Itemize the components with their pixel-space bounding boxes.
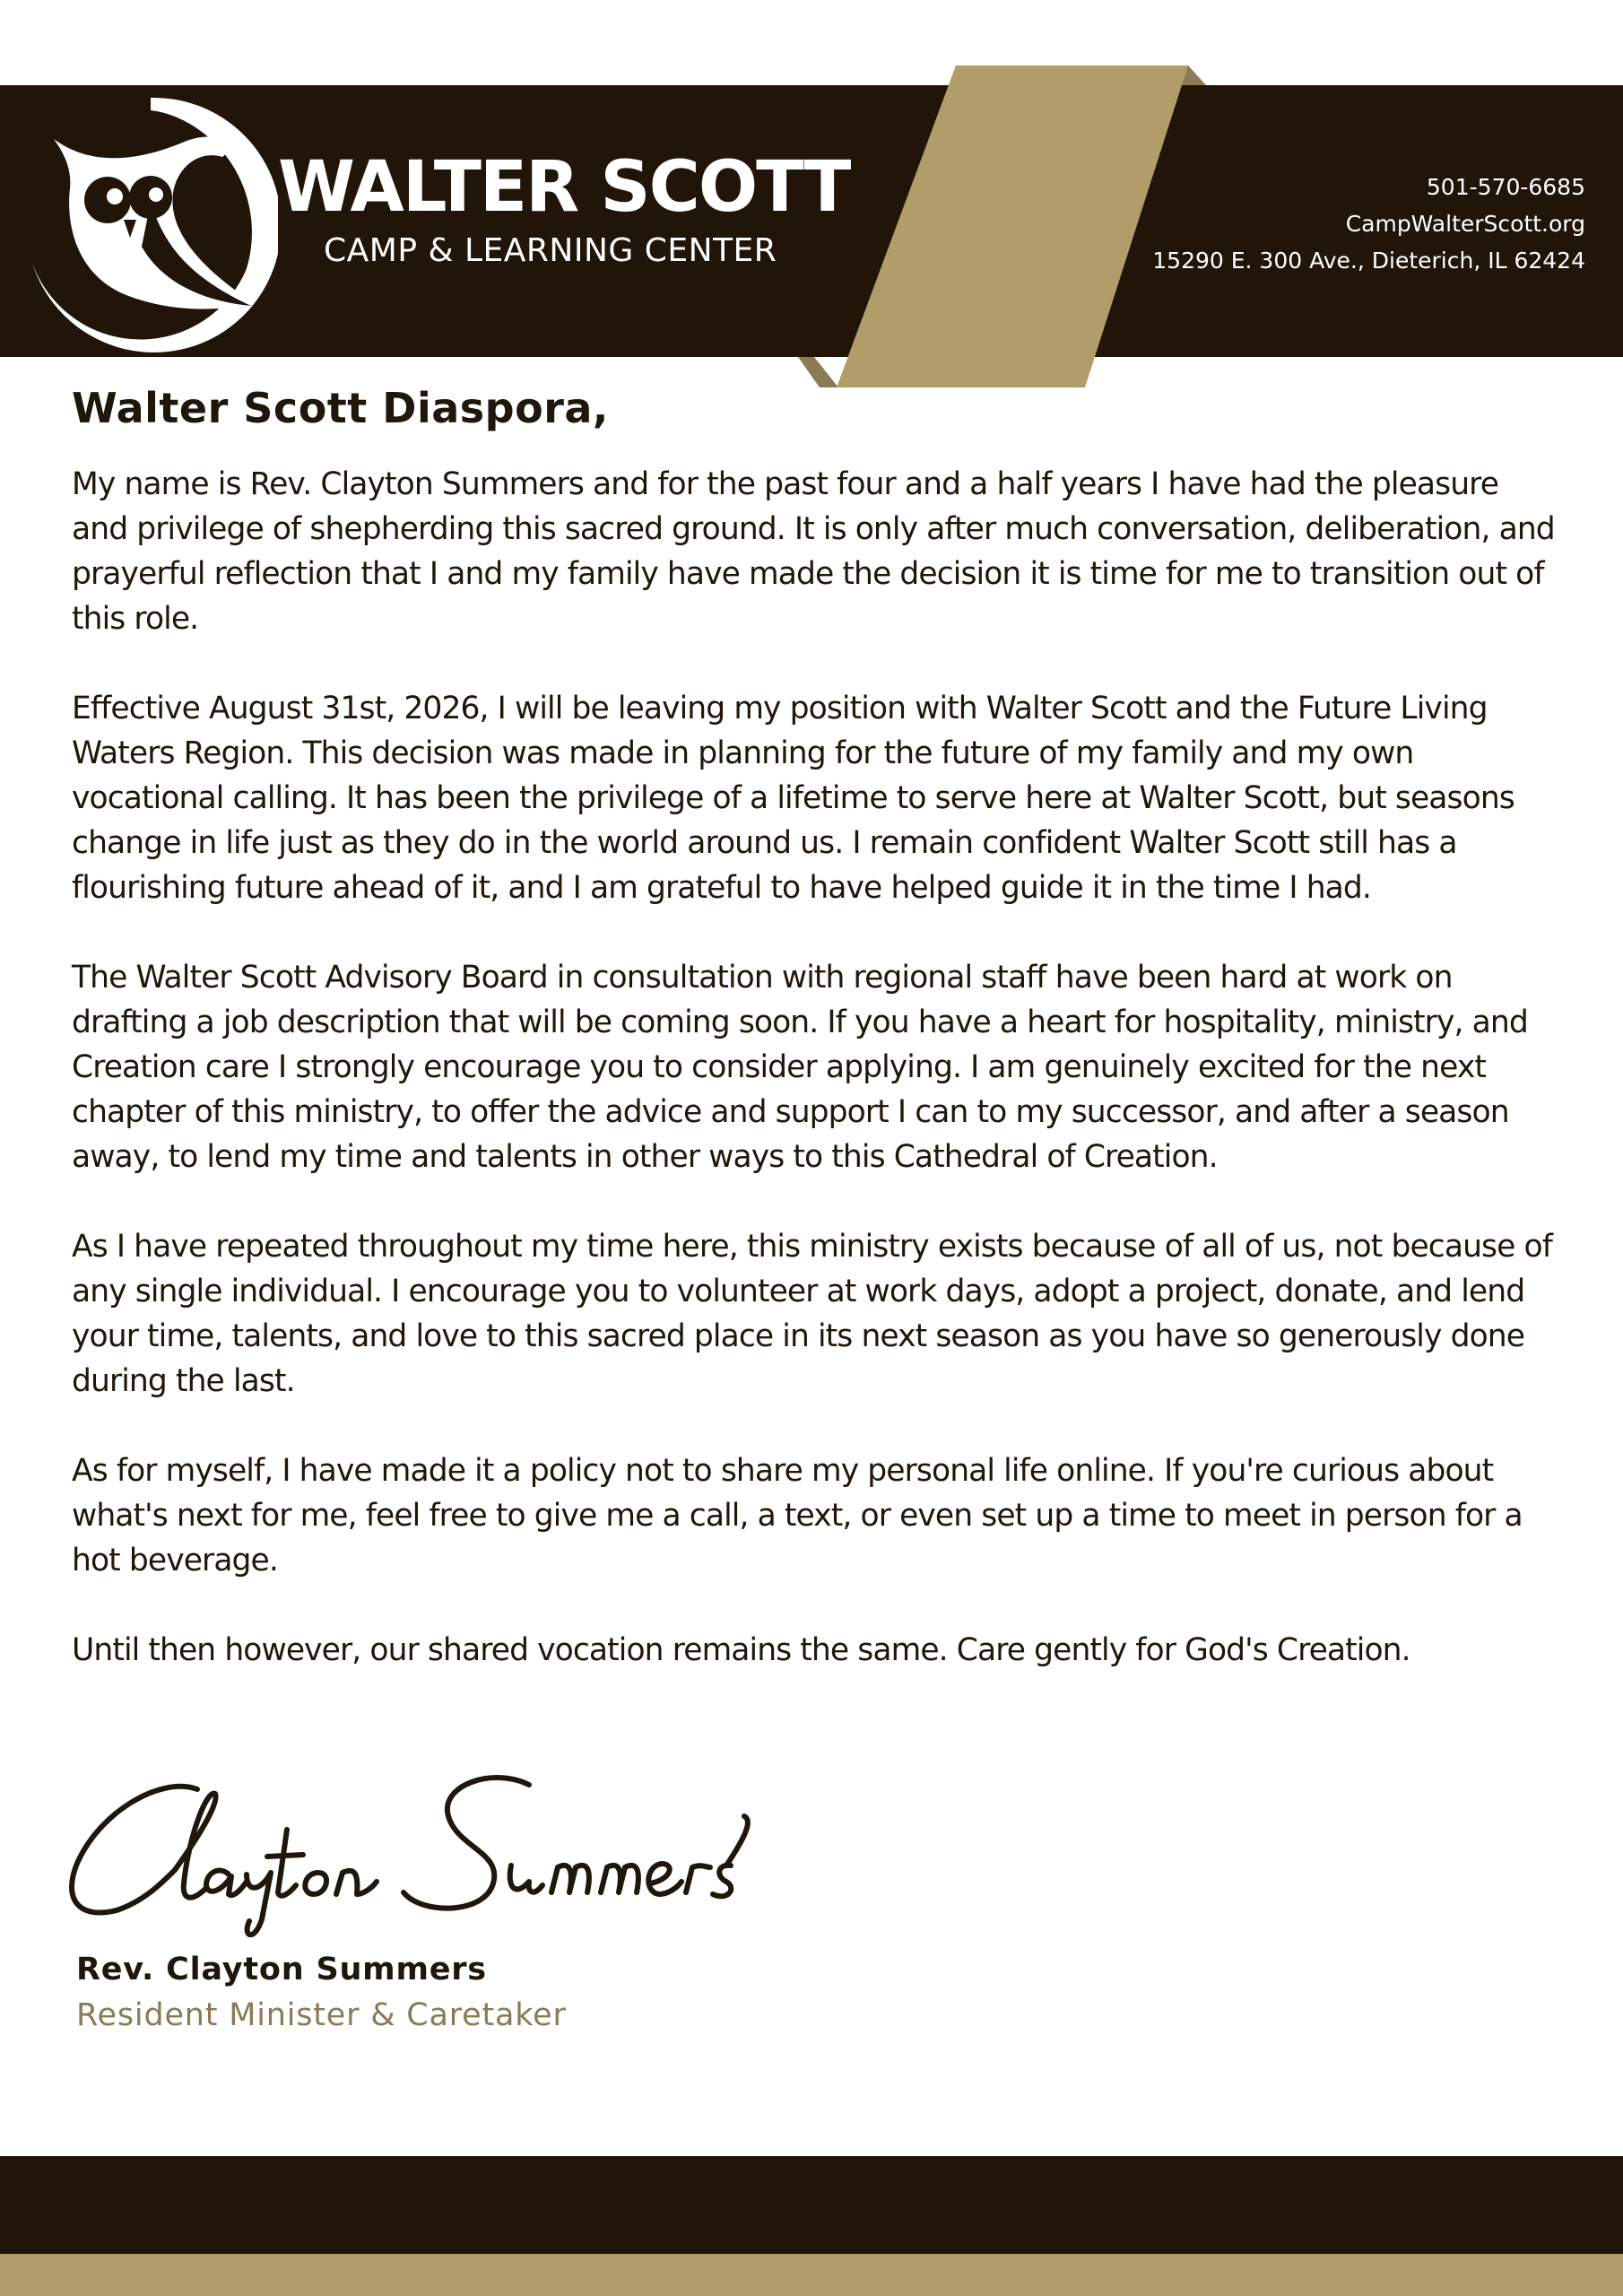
handwritten-signature	[63, 1767, 870, 1946]
letter-paragraph: The Walter Scott Advisory Board in consultation with regional staff have been hard at work on drafting a job description that will be coming soon. If you have a heart for hospitality, ministry, and Creation care I strongly encourage you to consider applying. I am genuinely excited for the next chapter of this ministry, to offer the advice and support I can to my successor, and after a season away, to lend my time and talents in other ways to this Cathedral of Creation.	[72, 960, 1528, 1175]
contact-website: CampWalterScott.org	[1345, 211, 1585, 237]
letter-body	[72, 462, 1560, 1718]
signer-name: Rev. Clayton Summers	[76, 1952, 487, 1987]
brand-subtitle: CAMP & LEARNING CENTER	[324, 232, 777, 269]
letter-paragraph: As for myself, I have made it a policy not to share my personal life online. If you're curious about what's next for me, feel free to give me a call, a text, or even set up a time to meet in person for a hot beverage.	[72, 1453, 1523, 1578]
letter-paragraph: As I have repeated throughout my time here, this ministry exists because of all of us, not because of any single individual. I encourage you to volunteer at work days, adopt a project, donate, and lend your time, talents, and love to this sacred place in its next season as you have so generously done during the last.	[72, 1229, 1552, 1399]
brand-name: WALTER SCOTT	[278, 147, 850, 228]
letter-paragraph: Effective August 31st, 2026, I will be leaving my position with Walter Scott and the Future Living Waters Region. This decision was made in planning for the future of my family and my own vocational calling. It has been the privilege of a lifetime to serve here at Walter Scott, but seasons change in life just as they do in the world around us. I remain confident Walter Scott still has a flourishing future ahead of it, and I am grateful to have helped guide it in the time I had.	[72, 691, 1515, 906]
contact-phone: 501-570-6685	[1426, 174, 1585, 200]
footer-dark-band	[0, 2156, 1623, 2254]
footer-gold-band	[0, 2254, 1623, 2296]
contact-block	[1152, 169, 1585, 279]
letter-paragraph: My name is Rev. Clayton Summers and for the past four and a half years I have had the pleasure and privilege of shepherding this sacred ground. It is only after much conversation, deliberation, and prayerful reflection that I and my family have made the decision it is time for me to transition out of this role.	[72, 466, 1555, 637]
letter-paragraph: Until then however, our shared vocation remains the same. Care gently for God's Creation.	[72, 1632, 1410, 1668]
contact-address: 15290 E. 300 Ave., Dieterich, IL 62424	[1152, 248, 1585, 274]
letter-salutation: Walter Scott Diaspora,	[72, 384, 609, 432]
signer-title: Resident Minister & Caretaker	[76, 1997, 567, 2033]
owl-icon	[16, 94, 278, 354]
